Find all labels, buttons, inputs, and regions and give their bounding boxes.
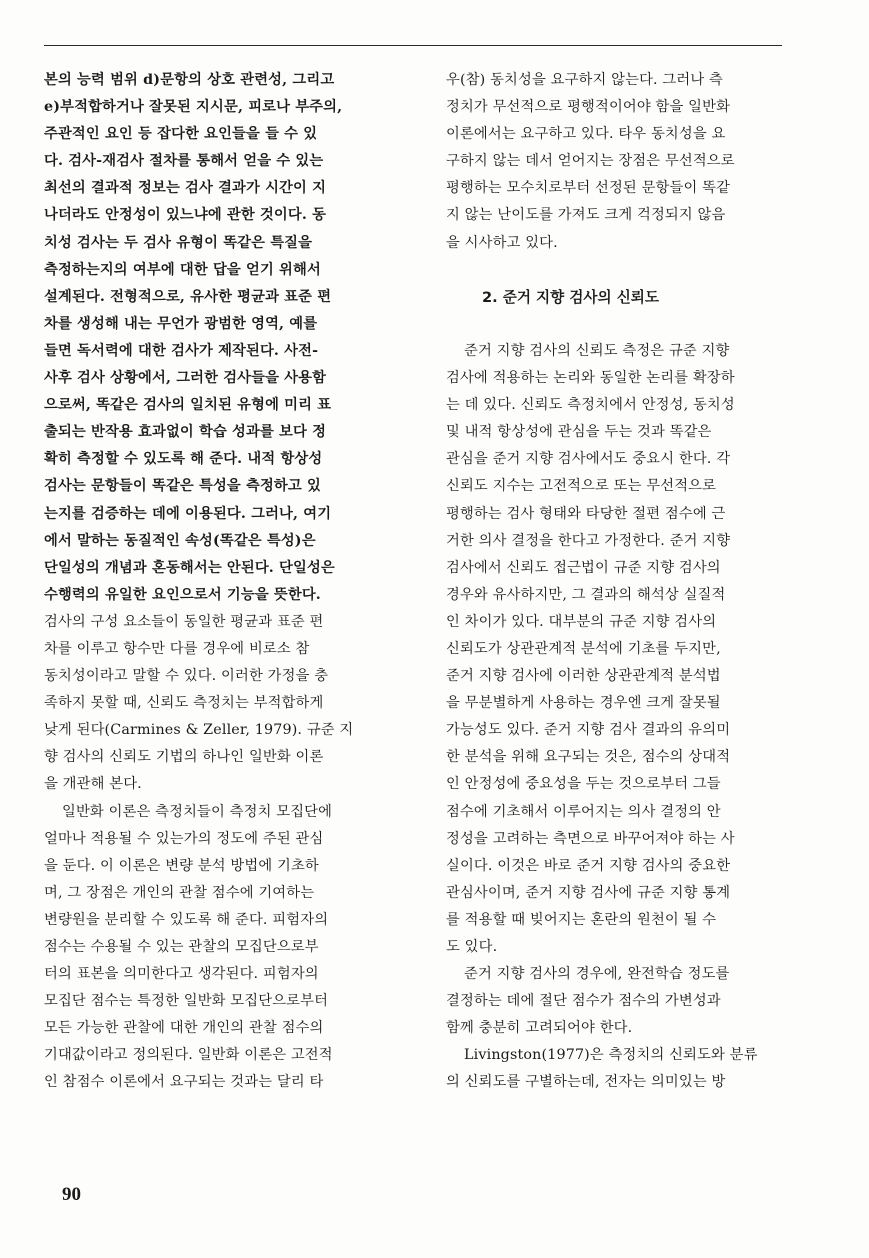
left-column	[44, 67, 386, 1097]
right-column-top-paragraph	[446, 67, 788, 257]
text-line: 다. 검사-재검사 절차를 통해서 얻을 수 있는	[44, 153, 324, 170]
text-line: 들면 독서력에 대한 검사가 제작된다. 사전-	[44, 342, 319, 359]
text-line: 관심사이며, 준거 지향 검사에 규준 지향 통계	[446, 884, 731, 901]
text-line: 변량원을 분리할 수 있도록 해 준다. 피험자의	[44, 911, 329, 928]
text-line: 평행하는 검사 형태와 타당한 절편 점수에 근	[446, 505, 726, 522]
text-line: 검사에 적용하는 논리와 동일한 논리를 확장하	[446, 370, 735, 387]
right-column-body	[446, 338, 788, 1097]
text-line: 모집단 점수는 특정한 일반화 모집단으로부터	[44, 993, 329, 1010]
text-line: 도 있다.	[446, 939, 498, 955]
text-line: 의 신뢰도를 구별하는데, 전자는 의미있는 방	[446, 1074, 726, 1091]
text-line: 출되는 반작용 효과없이 학습 성과를 보다 정	[44, 424, 327, 441]
spacer	[446, 311, 788, 338]
text-line: 을 시사하고 있다.	[446, 234, 558, 251]
text-line: 및 내적 항상성에 관심을 두는 것과 똑같은	[446, 424, 712, 441]
text-line: 검사에서 신뢰도 접근법이 규준 지향 검사의	[446, 559, 721, 576]
text-line: 를 적용할 때 빚어지는 혼란의 원천이 될 수	[446, 911, 717, 928]
text-line: 인 차이가 있다. 대부분의 규준 지향 검사의	[446, 613, 717, 630]
text-line: 을 무분별하게 사용하는 경우엔 크게 잘못될	[446, 695, 721, 712]
text-line: 는지를 검증하는 데에 이용된다. 그러나, 여기	[44, 505, 332, 522]
text-line: 평행하는 모수치로부터 선정된 문항들이 똑같	[446, 180, 731, 197]
text-line: 거한 의사 결정을 한다고 가정한다. 준거 지향	[446, 532, 731, 549]
spacer	[446, 257, 788, 284]
text-line: 본의 능력 범위 d)문항의 상호 관련성, 그리고	[44, 72, 335, 88]
text-line: 모든 가능한 관찰에 대한 개인의 관찰 점수의	[44, 1020, 324, 1037]
text-line: 정치가 무선적으로 평행적이어야 함을 일반화	[446, 99, 731, 116]
text-line: 준거 지향 검사의 경우에, 완전학습 정도를	[464, 966, 730, 983]
text-line: 관심을 준거 지향 검사에서도 중요시 한다. 각	[446, 451, 731, 468]
text-line: 족하지 못할 때, 신뢰도 측정치는 부적합하게	[44, 695, 324, 712]
text-line: 수행력의 유일한 요인으로서 기능을 뜻한다.	[44, 586, 321, 603]
right-column	[446, 67, 788, 1097]
text-line: 사후 검사 상황에서, 그러한 검사들을 사용함	[44, 370, 327, 387]
text-line: 차를 이루고 항수만 다를 경우에 비로소 참	[44, 640, 310, 657]
text-line: 함께 충분히 고려되어야 한다.	[446, 1020, 633, 1037]
text-line: 일반화 이론은 측정치들이 측정치 모집단에	[62, 803, 333, 820]
text-line: 점수에 기초해서 이루어지는 의사 결정의 안	[446, 803, 721, 820]
text-line: 향 검사의 신뢰도 기법의 하나인 일반화 이론	[44, 749, 324, 766]
text-line: 확히 측정할 수 있도록 해 준다. 내적 항상성	[44, 451, 323, 468]
text-line: 단일성의 개념과 혼동해서는 안된다. 단일성은	[44, 559, 335, 576]
text-line: 가능성도 있다. 준거 지향 검사 결과의 유의미	[446, 722, 731, 739]
text-line: 우(참) 동치성을 요구하지 않는다. 그러나 측	[446, 72, 723, 88]
text-line: 설계된다. 전형적으로, 유사한 평균과 표준 편	[44, 288, 332, 305]
text-line: Livingston(1977)은 측정치의 신뢰도와 분류	[464, 1047, 758, 1064]
text-line: 실이다. 이것은 바로 준거 지향 검사의 중요한	[446, 857, 731, 874]
text-line: 에서 말하는 동질적인 속성(똑같은 특성)은	[44, 532, 316, 549]
text-line: 구하지 않는 데서 얻어지는 장점은 무선적으로	[446, 153, 735, 170]
text-line: 최선의 결과적 정보는 검사 결과가 시간이 지	[44, 180, 327, 197]
text-line: 인 안정성에 중요성을 두는 것으로부터 그들	[446, 776, 721, 793]
header-rule	[44, 45, 782, 46]
text-line: e)부적합하거나 잘못된 지시문, 피로나 부주의,	[44, 99, 343, 116]
text-line: 결정하는 데에 절단 점수가 점수의 가변성과	[446, 993, 721, 1010]
text-line: 동치성이라고 말할 수 있다. 이러한 가정을 충	[44, 668, 329, 685]
page-number: 90	[62, 1184, 81, 1205]
text-line: 는 데 있다. 신뢰도 측정치에서 안정성, 동치성	[446, 397, 735, 414]
text-line: 을 둔다. 이 이론은 변량 분석 방법에 기초하	[44, 857, 319, 874]
text-line: 얼마나 적용될 수 있는가의 정도에 주된 관심	[44, 830, 324, 847]
text-line: 지 않는 난이도를 가져도 크게 걱정되지 않음	[446, 207, 726, 224]
text-line: 터의 표본을 의미한다고 생각된다. 피험자의	[44, 966, 319, 983]
text-line: 주관적인 요인 등 잡다한 요인들을 들 수 있	[44, 126, 318, 143]
text-line: 검사의 구성 요소들이 동일한 평균과 표준 편	[44, 613, 324, 630]
text-line: 신뢰도 지수는 고전적으로 또는 무선적으로	[446, 478, 717, 495]
text-line: 준거 지향 검사에 이러한 상관관계적 분석법	[446, 668, 721, 685]
text-line: 점수는 수용될 수 있는 관찰의 모집단으로부	[44, 939, 319, 955]
text-line: 인 참점수 이론에서 요구되는 것과는 달리 타	[44, 1074, 324, 1091]
text-line: 나더라도 안정성이 있느냐에 관한 것이다. 동	[44, 207, 327, 224]
section-heading: 2. 준거 지향 검사의 신뢰도	[482, 288, 659, 306]
text-line: 치성 검사는 두 검사 유형이 똑같은 특질을	[44, 234, 313, 251]
text-line: 기대값이라고 정의된다. 일반화 이론은 고전적	[44, 1047, 333, 1064]
text-line: 경우와 유사하지만, 그 결과의 해석상 실질적	[446, 586, 726, 603]
text-line: 준거 지향 검사의 신뢰도 측정은 규준 지향	[464, 342, 730, 359]
text-line: 측정하는지의 여부에 대한 답을 얻기 위해서	[44, 261, 321, 278]
text-line: 차를 생성해 내는 무언가 광범한 영역, 예를	[44, 315, 318, 332]
text-line: 검사는 문항들이 똑같은 특성을 측정하고 있	[44, 478, 321, 495]
text-line: 을 개관해 본다.	[44, 776, 142, 793]
text-line: 신뢰도가 상관관계적 분석에 기초를 두지만,	[446, 640, 721, 657]
text-line: 며, 그 장점은 개인의 관찰 점수에 기여하는	[44, 884, 315, 901]
text-line: 으로써, 똑같은 검사의 일치된 유형에 미리 표	[44, 397, 332, 414]
text-line: 한 분석을 위해 요구되는 것은, 점수의 상대적	[446, 749, 731, 766]
text-line: 이론에서는 요구하고 있다. 타우 동치성을 요	[446, 126, 726, 143]
text-line: 낮게 된다(Carmines & Zeller, 1979). 규준 지	[44, 722, 354, 739]
text-line: 정성을 고려하는 측면으로 바꾸어져야 하는 사	[446, 830, 735, 847]
